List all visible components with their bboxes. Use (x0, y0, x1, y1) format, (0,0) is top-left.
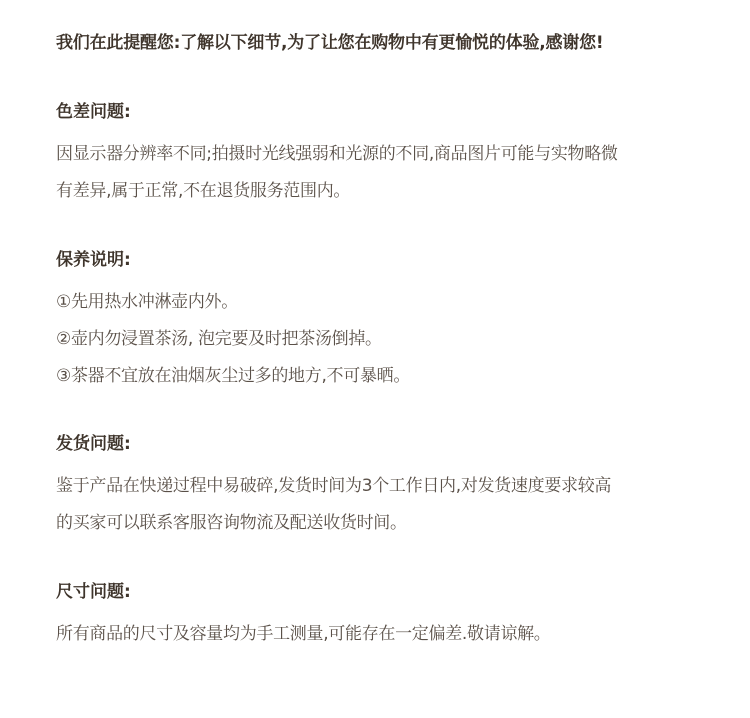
section-text-line: ①先用热水冲淋壶内外。 (56, 292, 238, 312)
shipping-section (56, 432, 716, 542)
section-text-line: 鉴于产品在快递过程中易破碎,发货时间为3个工作日内,对发货速度要求较高 (56, 476, 612, 496)
intro-heading: 我们在此提醒您:了解以下细节,为了让您在购物中有更愉悦的体验,感谢您! (56, 33, 604, 53)
color-difference-section (56, 100, 716, 210)
section-title: 保养说明: (56, 250, 131, 270)
section-title: 尺寸问题: (56, 582, 131, 602)
section-title: 发货问题: (56, 434, 131, 454)
section-text-line: 因显示器分辨率不同;拍摄时光线强弱和光源的不同,商品图片可能与实物略微 (56, 144, 618, 164)
section-text-line: 有差异,属于正常,不在退货服务范围内。 (56, 181, 351, 201)
section-text-line: 的买家可以联系客服咨询物流及配送收货时间。 (56, 513, 407, 533)
section-text-line: ③茶器不宜放在油烟灰尘过多的地方,不可暴晒。 (56, 366, 411, 386)
section-text-line: 所有商品的尺寸及容量均为手工测量,可能存在一定偏差.敬请谅解。 (56, 624, 551, 644)
section-text-line: ②壶内勿浸置茶汤, 泡完要及时把茶汤倒掉。 (56, 329, 382, 349)
size-section (56, 580, 716, 653)
section-title: 色差问题: (56, 102, 131, 122)
care-instructions-section (56, 248, 716, 395)
